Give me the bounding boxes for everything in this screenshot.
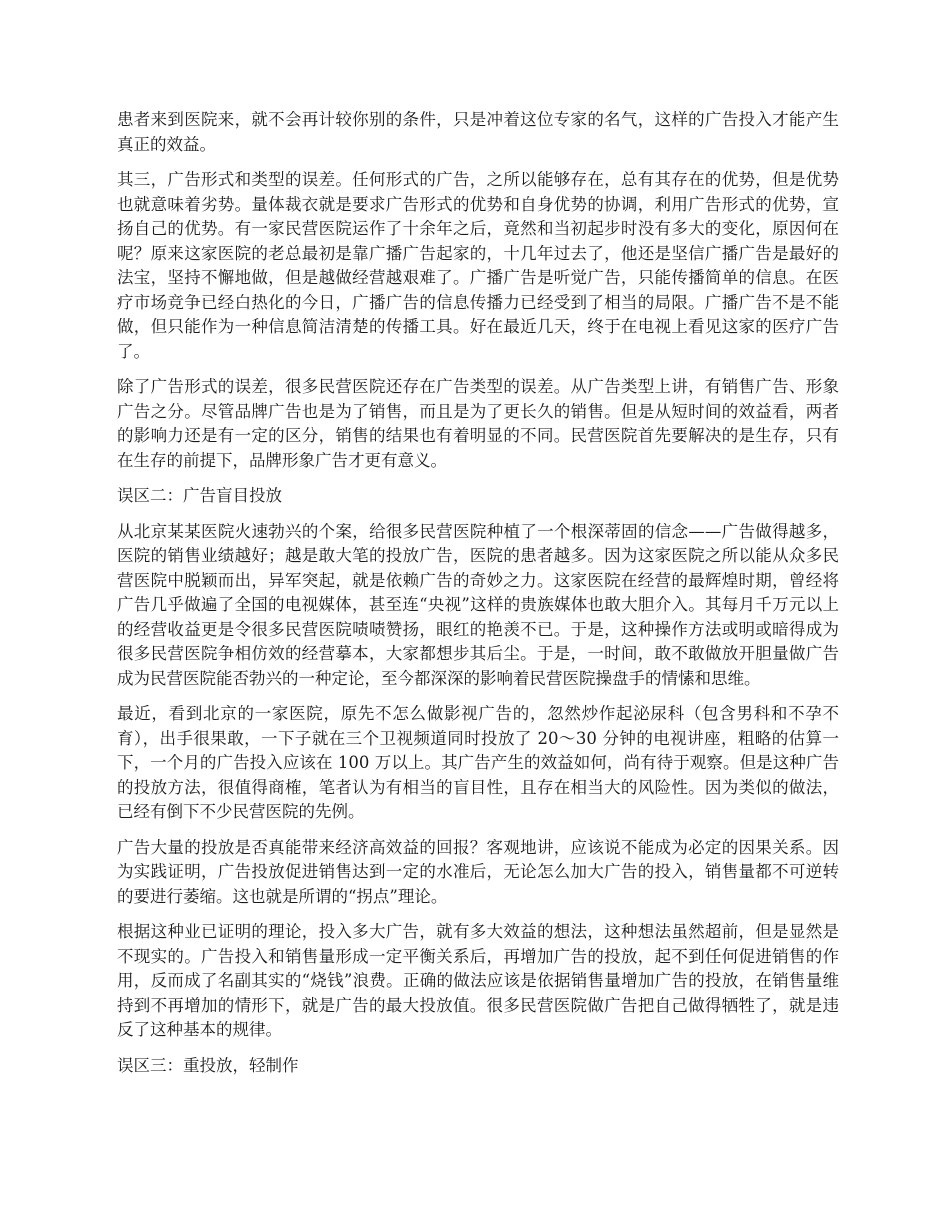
section-heading-mistake-three: 误区三：重投放，轻制作 (117, 1055, 299, 1075)
paragraph-continuation: 患者来到医院来，就不会再计较你别的条件，只是冲着这位专家的名气，这样的广告投入才能产生真正的效益。 (117, 110, 839, 154)
paragraph-ad-form-error: 其三，广告形式和类型的误差。任何形式的广告，之所以能够存在，总有其存在的优势，但是优势也就意味着劣势。量体裁衣就是要求广告形式的优势和自身优势的协调，利用广告形式的优势，宣扬自己的优势。有一家民营医院运作了十余年之后，竟然和当初起步时没有多大的变化，原因何在呢？原来这家医院的老总最初是靠广播广告起家的，十几年过去了，他还是坚信广播广告是最好的法宝，坚持不懈地做，但是越做经营越艰难了。广播广告是听觉广告，只能传播简单的信息。在医疗市场竞争已经白热化的今日，广播广告的信息传播力已经受到了相当的局限。广播广告不是不能做，但只能作为一种信息简洁清楚的传播工具。好在最近几天，终于在电视上看见这家的医疗广告了。 (117, 170, 839, 361)
paragraph-balance-theory: 根据这种业已证明的理论，投入多大广告，就有多大效益的想法，这种想法虽然超前，但是显然是不现实的。广告投入和销售量形成一定平衡关系后，再增加广告的投放，起不到任何促进销售的作用，反而成了名副其实的“烧钱”浪费。正确的做法应该是依据销售量增加广告的投放，在销售量维持到不再增加的情形下，就是广告的最大投放值。很多民营医院做广告把自己做得牺牲了，就是违反了这种基本的规律。 (117, 922, 839, 1039)
paragraph-recent-hospital: 最近，看到北京的一家医院，原先不怎么做影视广告的，忽然炒作起泌尿科（包含男科和不孕不育），出手很果敢，一下子就在三个卫视频道同时投放了 20～30 分钟的电视讲座，粗略的估算一下，一个月的广告投入应该在 100 万以上。其广告产生的效益如何，尚有待于观察。但是这种广告的投放方法，很值得商榷，笔者认为有相当的盲目性，且存在相当大的风险性。因为类似的做法，已经有倒下不少民营医院的先例。 (117, 704, 839, 821)
paragraph-ad-type-error: 除了广告形式的误差，很多民营医院还存在广告类型的误差。从广告类型上讲，有销售广告、形象广告之分。尽管品牌广告也是为了销售，而且是为了更长久的销售。但是从短时间的效益看，两者的影响力还是有一定的区分，销售的结果也有着明显的不同。民营医院首先要解决的是生存，只有在生存的前提下，品牌形象广告才更有意义。 (117, 377, 839, 470)
paragraph-beijing-case: 从北京某某医院火速勃兴的个案，给很多民营医院种植了一个根深蒂固的信念——广告做得越多，医院的销售业绩越好；越是敢大笔的投放广告，医院的患者越多。因为这家医院之所以能从众多民营医院中脱颖而出，异军突起，就是依赖广告的奇妙之力。这家医院在经营的最辉煌时期，曾经将广告几乎做遍了全国的电视媒体，甚至连“央视”这样的贵族媒体也敢大胆介入。其每月千万元以上的经营收益更是令很多民营医院啧啧赞扬，眼红的艳羡不已。于是，这种操作方法或明或暗得成为很多民营医院争相仿效的经营摹本，大家都想步其后尘。于是，一时间，敢不敢做放开胆量做广告成为民营医院能否勃兴的一种定论，至今都深深的影响着民营医院操盘手的情愫和思维。 (117, 521, 839, 688)
document-body (117, 108, 839, 1089)
section-heading-mistake-two: 误区二：广告盲目投放 (117, 486, 282, 505)
paragraph-turning-point: 广告大量的投放是否真能带来经济高效益的回报？客观地讲，应该说不能成为必定的因果关系。因为实践证明，广告投放促进销售达到一定的水准后，无论怎么加大广告的投入，销售量都不可逆转的要进行萎缩。这也就是所谓的“拐点”理论。 (117, 837, 839, 906)
